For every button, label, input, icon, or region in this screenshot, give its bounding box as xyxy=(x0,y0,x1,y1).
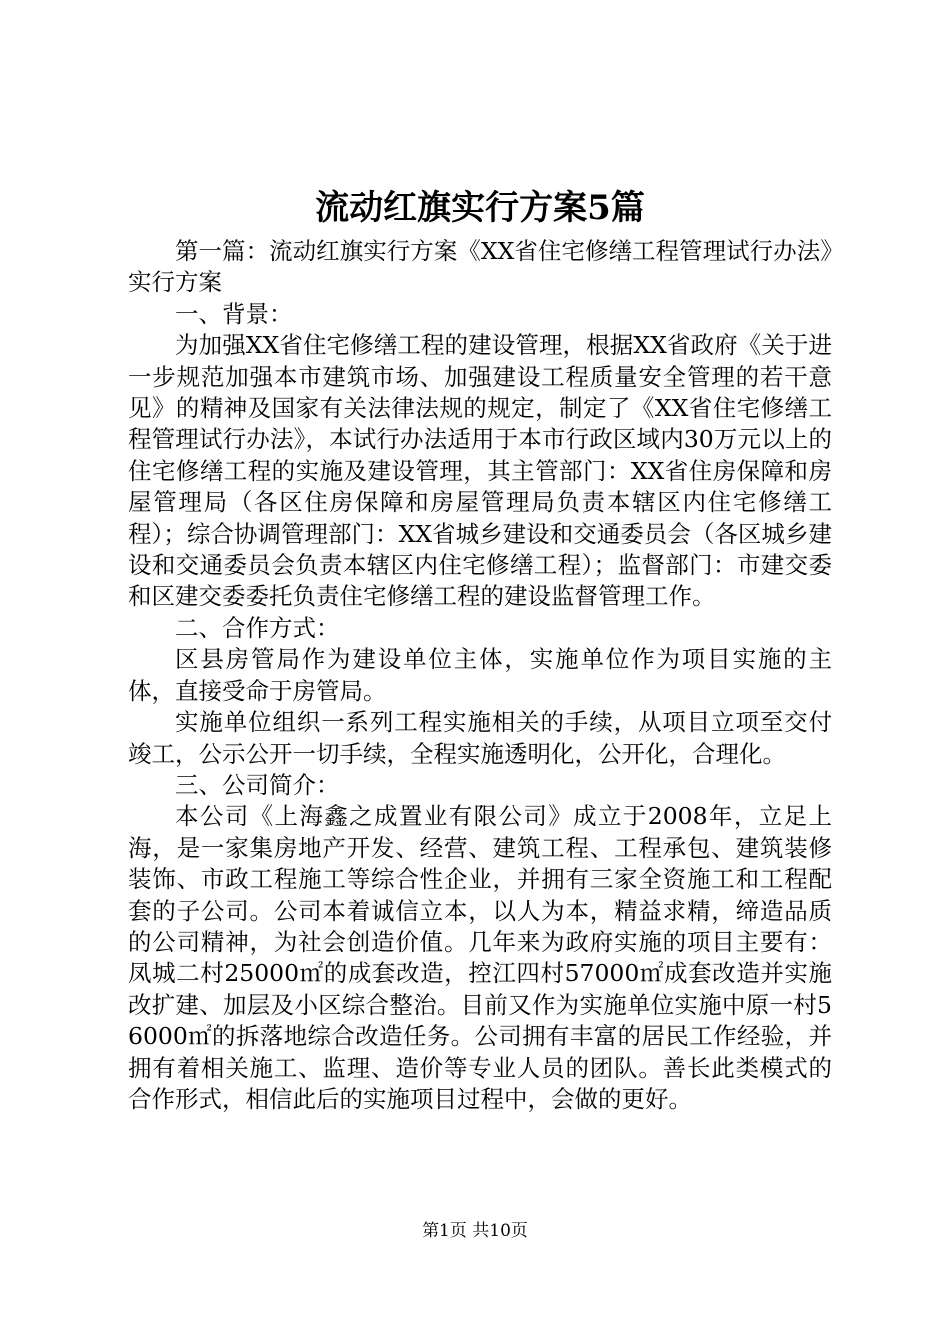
paragraph-company-heading: 三、公司简介： xyxy=(175,770,340,799)
document-title: 流动红旗实行方案5篇 xyxy=(315,188,645,228)
document-page xyxy=(128,182,832,1115)
paragraph-background-body: 为加强XX省住宅修缮工程的建设管理，根据XX省政府《关于进一步规范加强本市建筑市场、加强建设工程质量安全管理的若干意见》的精神及国家有关法律法规的规定，制定了《XX省住宅修缮工程管理试行办法》，本试行办法适用于本市行政区域内30万元以上的住宅修缮工程的实施及建设管理，其主管部门：XX省住房保障和房屋管理局（各区住房保障和房屋管理局负责本辖区内住宅修缮工程）；综合协调管理部门：XX省城乡建设和交通委员会（各区城乡建设和交通委员会负责本辖区内住宅修缮工程）；监督部门：市建交委和区建交委委托负责住宅修缮工程的建设监督管理工作。 xyxy=(128,331,832,611)
paragraph-cooperation-body-2: 实施单位组织一系列工程实施相关的手续，从项目立项至交付竣工，公示公开一切手续，全程实施透明化，公开化，合理化。 xyxy=(128,708,832,768)
page-footer: 第1页 共10页 xyxy=(422,1221,528,1241)
paragraph-section-heading: 第一篇：流动红旗实行方案《XX省住宅修缮工程管理试行办法》实行方案 xyxy=(128,237,832,297)
paragraph-cooperation-body-1: 区县房管局作为建设单位主体，实施单位作为项目实施的主体，直接受命于房管局。 xyxy=(128,645,832,705)
paragraph-company-body: 本公司《上海鑫之成置业有限公司》成立于2008年，立足上海，是一家集房地产开发、经营、建筑工程、工程承包、建筑装修装饰、市政工程施工等综合性企业，并拥有三家全资施工和工程配套的子公司。公司本着诚信立本，以人为本，精益求精，缔造品质的公司精神，为社会创造价值。几年来为政府实施的项目主要有：凤城二村25000㎡的成套改造，控江四村57000㎡成套改造并实施改扩建、加层及小区综合整治。目前又作为实施单位实施中原一村56000㎡的拆落地综合改造任务。公司拥有丰富的居民工作经验，并拥有着相关施工、监理、造价等专业人员的团队。善长此类模式的合作形式，相信此后的实施项目过程中，会做的更好。 xyxy=(128,802,832,1113)
paragraph-background-heading: 一、背景： xyxy=(175,299,293,328)
paragraph-cooperation-heading: 二、合作方式： xyxy=(175,613,340,642)
